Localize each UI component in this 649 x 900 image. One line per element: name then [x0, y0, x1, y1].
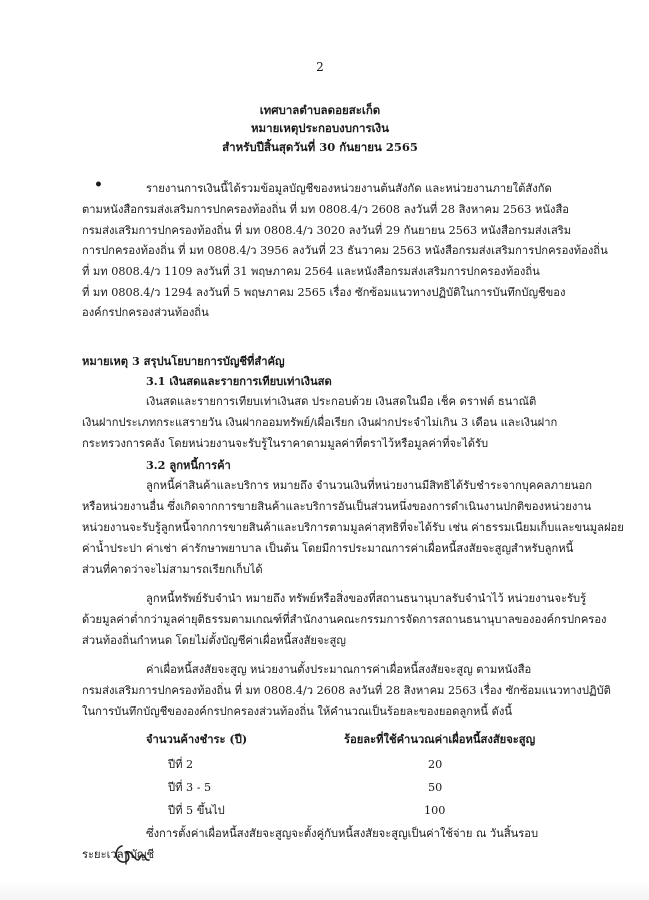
table-cell-percent: 100 — [424, 804, 446, 817]
section-3-1-heading: 3.1 เงินสดและรายการเทียบเท่าเงินสด — [146, 374, 332, 388]
intro-line: รายงานการเงินนี้ได้รวมข้อมูลบัญชีของหน่วยงานต้นสังกัด และหน่วยงานภายใต้สังกัด — [146, 182, 552, 195]
intro-line: ที่ มท 0808.4/ว 1109 ลงวันที่ 31 พฤษภาคม 2564 และหนังสือกรมส่งเสริมการปกครองท้องถิ่น — [82, 265, 540, 278]
table-header-period: จำนวนค้างชำระ (ปี) — [146, 732, 248, 746]
header-subtitle: หมายเหตุประกอบงบการเงิน — [250, 121, 390, 135]
receivables-line: หน่วยงานจะรับรู้ลูกหนี้จากการขายสินค้าและบริการตามมูลค่าสุทธิที่จะได้รับ เช่น ค่าธรรมเนียมเก็บและขนมูลฝอย — [82, 521, 624, 534]
table-cell-period: ปีที่ 5 ขึ้นไป — [168, 804, 225, 817]
table-cell-period: ปีที่ 2 — [168, 758, 194, 771]
table-cell-period: ปีที่ 3 - 5 — [168, 781, 212, 794]
receivables-line: ส่วนที่คาดว่าจะไม่สามารถเรียกเก็บได้ — [82, 563, 263, 576]
header-period: สำหรับปีสิ้นสุดวันที่ 30 กันยายน 2565 — [222, 140, 418, 154]
receivables-line: ลูกหนี้ค่าสินค้าและบริการ หมายถึง จำนวนเงินที่หน่วยงานมีสิทธิได้รับชำระจากบุคคลภายนอก — [146, 479, 593, 492]
signature-initials — [112, 840, 152, 868]
section-3-1-line: เงินฝากประเภทกระแสรายวัน เงินฝากออมทรัพย์/เผื่อเรียก เงินฝากประจำไม่เกิน 3 เดือน และเงินฝาก — [82, 416, 558, 429]
bullet-mark: • — [94, 177, 103, 193]
table-header-percent: ร้อยละที่ใช้คำนวณค่าเผื่อหนี้สงสัยจะสูญ — [344, 732, 536, 746]
table-cell-percent: 20 — [428, 758, 443, 771]
receivables-line: หรือหน่วยงานอื่น ซึ่งเกิดจากการขายสินค้าและบริการอันเป็นส่วนหนึ่งของการดำเนินงานปกติของหน่วยงาน — [82, 500, 592, 513]
pawn-line: ลูกหนี้ทรัพย์รับจำนำ หมายถึง ทรัพย์หรือสิ่งของที่สถานธนานุบาลรับจำนำไว้ หน่วยงานจะรับรู้ — [146, 592, 587, 605]
section-3-1-line: กระทรวงการคลัง โดยหน่วยงานจะรับรู้ในราคาตามมูลค่าที่ตราไว้หรือมูลค่าที่จะได้รับ — [82, 437, 489, 450]
intro-line: องค์กรปกครองส่วนท้องถิ่น — [82, 306, 209, 319]
section-3-1-line: เงินสดและรายการเทียบเท่าเงินสด ประกอบด้วย เงินสดในมือ เช็ค ดราฟต์ ธนาณัติ — [146, 395, 537, 408]
pawn-line: ด้วยมูลค่าต่ำกว่ามูลค่ายุติธรรมตามเกณฑ์ที่สำนักงานคณะกรรมการจัดการสถานธนานุบาลขององค์กรปกครอง — [82, 613, 607, 626]
note3-heading: หมายเหตุ 3 สรุปนโยบายการบัญชีที่สำคัญ — [82, 354, 285, 368]
receivables-line: ค่าน้ำประปา ค่าเช่า ค่ารักษาพยาบาล เป็นต้น โดยมีการประมาณการค่าเผื่อหนี้สงสัยจะสูญสำหรับลูกหนี้ — [82, 542, 574, 555]
intro-line: การปกครองท้องถิ่น ที่ มท 0808.4/ว 3956 ลงวันที่ 23 ธันวาคม 2563 หนังสือกรมส่งเสริมการปกครองท้องถิ่น — [82, 244, 608, 257]
page-bottom-shadow — [0, 880, 649, 900]
table-cell-percent: 50 — [428, 781, 443, 794]
allowance-line: ค่าเผื่อหนี้สงสัยจะสูญ หน่วยงานตั้งประมาณการค่าเผื่อหนี้สงสัยจะสูญ ตามหนังสือ — [146, 663, 532, 676]
header-organization: เทศบาลตำบลดอยสะเก็ด — [259, 103, 381, 117]
closing-line: ซึ่งการตั้งค่าเผื่อหนี้สงสัยจะสูญจะตั้งคู่กับหนี้สงสัยจะสูญเป็นค่าใช้จ่าย ณ วันสิ้นรอบ — [146, 827, 539, 840]
closing-line: ระยะเวลาบัญชี — [82, 848, 155, 861]
intro-line: ที่ มท 0808.4/ว 1294 ลงวันที่ 5 พฤษภาคม 2565 เรื่อง ซักซ้อมแนวทางปฏิบัติในการบันทึกบัญชีของ — [82, 286, 566, 299]
allowance-line: กรมส่งเสริมการปกครองท้องถิ่น ที่ มท 0808.4/ว 2608 ลงวันที่ 28 สิงหาคม 2563 เรื่อง ซักซ้อมแนวทางปฏิบัติ — [82, 684, 611, 697]
page-number: 2 — [316, 60, 324, 74]
intro-line: กรมส่งเสริมการปกครองท้องถิ่น ที่ มท 0808.4/ว 3020 ลงวันที่ 29 กันยายน 2563 หนังสือกรมส่งเสริม — [82, 224, 572, 237]
section-3-2-heading: 3.2 ลูกหนี้การค้า — [146, 458, 231, 472]
pawn-line: ส่วนท้องถิ่นกำหนด โดยไม่ตั้งบัญชีค่าเผื่อหนี้สงสัยจะสูญ — [82, 634, 346, 647]
allowance-line: ในการบันทึกบัญชีขององค์กรปกครองส่วนท้องถิ่น ให้คำนวณเป็นร้อยละของยอดลูกหนี้ ดังนี้ — [82, 705, 513, 718]
intro-line: ตามหนังสือกรมส่งเสริมการปกครองท้องถิ่น ที่ มท 0808.4/ว 2608 ลงวันที่ 28 สิงหาคม 2563 หนังสือ — [82, 203, 569, 216]
